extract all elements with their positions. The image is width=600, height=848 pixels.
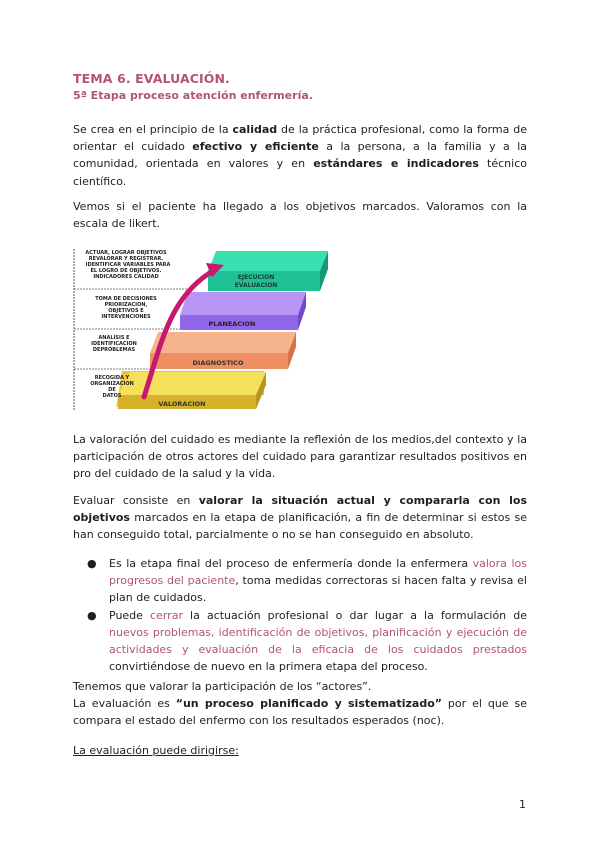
- step-ejecucion-label-2: EVALUACION: [234, 282, 278, 289]
- page-number: 1: [519, 798, 526, 811]
- proceso-text-1: La evaluación es: [73, 697, 176, 710]
- bullet2-text-1: Puede: [109, 608, 151, 622]
- bullet1-text-2: , toma medidas correctoras si hacen falta y revisa el plan de cuidados.: [109, 574, 527, 605]
- step-ejecucion-top: [208, 251, 328, 271]
- proceso-text-2: por el que se compara el estado del enfermo con los resultados esperados (noc).: [73, 697, 527, 728]
- intro-bold-calidad: calidad: [232, 123, 278, 136]
- left-label-1c: IDENTIFICAR VARIABLES PARA: [85, 262, 171, 268]
- left-label-1a: ACTUAR, LOGRAR OBJETIVOS: [85, 250, 167, 256]
- actores-paragraph: Tenemos que valorar la participación de los “actores”.: [73, 680, 372, 693]
- bullet2-text-3: convirtiéndose de nuevo en la primera etapa del proceso.: [109, 660, 428, 674]
- bullet1-highlight: valora los progresos del paciente: [109, 557, 527, 588]
- bullet-dot-icon: ●: [87, 557, 97, 570]
- left-label-4c: DE: [108, 387, 116, 393]
- intro-text-4: técnico científico.: [73, 157, 527, 188]
- intro-text-2: de la práctica profesional, como la forma de orientar el cuidado: [73, 123, 528, 154]
- step-diagnostico-top: [150, 332, 296, 353]
- bullet-list: [73, 555, 527, 675]
- intro-text-3: a la persona, a la familia y a la comunidad, orientada en valores y en: [73, 140, 527, 171]
- step-valoracion-label: VALORACION: [158, 400, 206, 408]
- evaluar-paragraph: [73, 492, 527, 544]
- valoracion-paragraph: La valoración del cuidado es mediante la reflexión de los medios,del contexto y la participación de otros actores del cuidado para garantizar resultados positivos en pro del cuidado de la salud y la vida.: [73, 433, 527, 481]
- intro-paragraph: [73, 121, 527, 190]
- left-label-4a: RECOGIDA Y: [94, 375, 130, 381]
- step-diagnostico-label: DIAGNOSTICO: [192, 359, 244, 367]
- left-label-2a: TOMA DE DECISIONES: [95, 296, 157, 302]
- left-label-3a: ANALISIS E: [98, 335, 130, 341]
- list-item: [73, 555, 527, 607]
- left-label-2d: INTERVENCIONES: [101, 314, 151, 320]
- likert-paragraph: Vemos si el paciente ha llegado a los objetivos marcados. Valoramos con la escala de likert.: [73, 200, 527, 231]
- intro-text-1: Se crea en el principio de la: [73, 123, 233, 136]
- process-stairs-diagram: [70, 245, 332, 415]
- step-ejecucion-label-1: EJECUCION: [237, 274, 275, 281]
- left-label-2c: OBJETIVOS E: [108, 308, 144, 314]
- proceso-bold: “un proceso planificado y sistematizado”: [175, 697, 442, 710]
- page-title: TEMA 6. EVALUACIÓN.: [73, 71, 230, 86]
- list-item: [73, 607, 527, 676]
- left-label-1b: REVALORAR Y REGISTRAR.: [88, 256, 164, 262]
- left-label-4b: ORGANIZACION: [90, 381, 134, 387]
- left-label-4d: DATOS: [102, 393, 122, 399]
- proceso-paragraph: [73, 695, 527, 729]
- step-valoracion-top: [118, 372, 266, 395]
- evaluar-bold: valorar la situación actual y compararla con los objetivos: [73, 494, 528, 525]
- page-subtitle: 5ª Etapa proceso atención enfermería.: [73, 89, 313, 102]
- section-heading-underlined: La evaluación puede dirigirse:: [73, 744, 239, 757]
- step-planeacion-top: [180, 292, 306, 315]
- evaluar-text-1: Evaluar consiste en: [73, 494, 199, 507]
- left-label-2b: PRIORIZACION,: [104, 302, 148, 308]
- bullet2-highlight-2: nuevos problemas, identificación de objetivos, planificación y ejecución de actividades y evaluación de la eficacia de los cuidados prestados: [109, 625, 527, 657]
- bullet1-text-1: Es la etapa final del proceso de enfermería donde la enfermera: [109, 557, 473, 570]
- left-label-3b: IDENTIFICACION: [91, 341, 137, 347]
- bullet-dot-icon: ●: [87, 608, 97, 622]
- bullet2-highlight-1: cerrar: [150, 608, 183, 622]
- left-label-1e: INDICADORES CALIDAD: [93, 274, 159, 280]
- intro-bold-estandares: estándares e indicadores: [313, 157, 479, 171]
- left-label-3c: DEPROBLEMAS: [92, 347, 136, 353]
- evaluar-text-2: marcados en la etapa de planificación, a fin de determinar si estos se han conseguido total, parcialmente o no se han conseguido en absoluto.: [73, 511, 527, 542]
- step-planeacion-label: PLANEACION: [208, 320, 256, 328]
- bullet2-text-2: la actuación profesional o dar lugar a la formulación de: [182, 608, 527, 622]
- intro-bold-efectivo: efectivo y eficiente: [192, 140, 319, 154]
- left-label-1d: EL LOGRO DE OBJETIVOS.: [90, 268, 162, 274]
